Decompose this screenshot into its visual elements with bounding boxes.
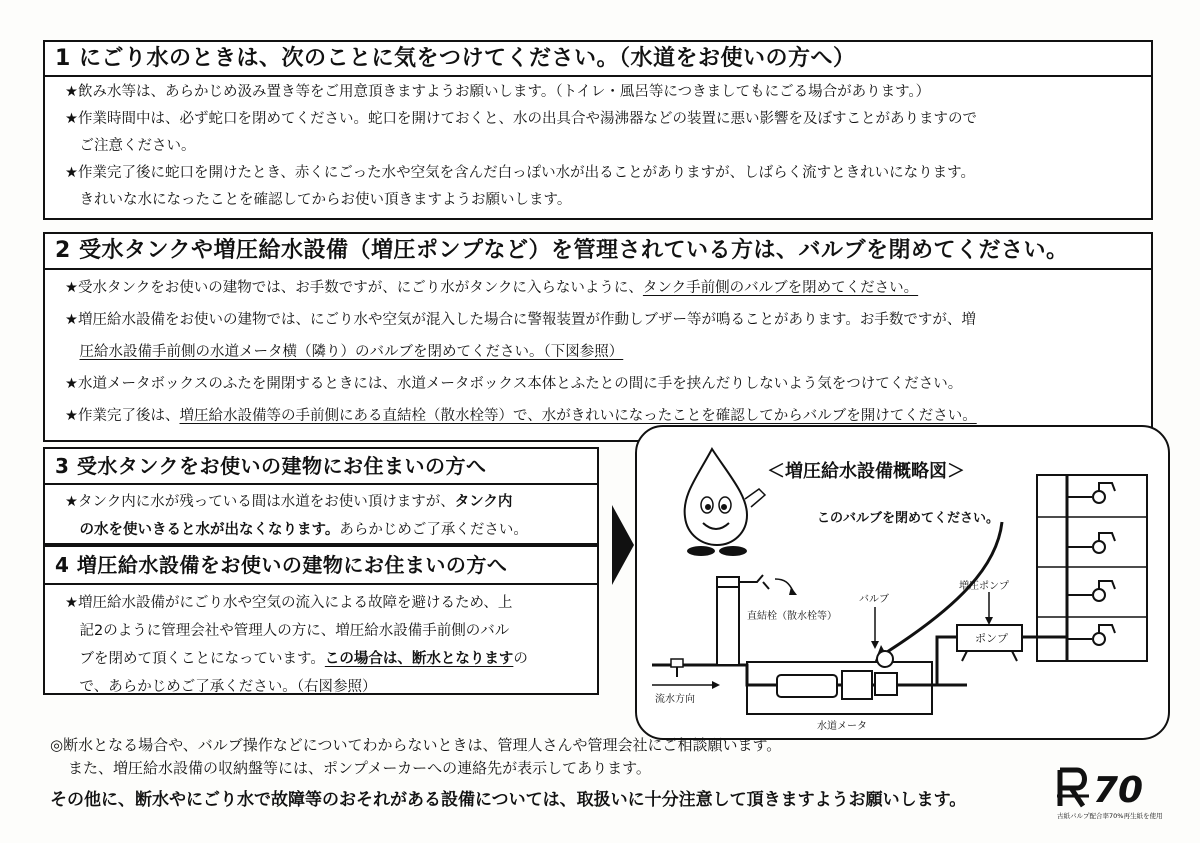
section-2-line: ★増圧給水設備をお使いの建物では、にごり水や空気が混入した場合に警報装置が作動しブザー等が鳴ることがあります。お手数ですが、増 [65, 312, 976, 328]
footer-line-2: また、増圧給水設備の収納盤等には、ポンプメーカーへの連絡先が表示してあります。 [68, 759, 651, 777]
section-1-box [43, 40, 1153, 220]
right-arrow-icon [612, 505, 634, 585]
section-4-line-3-text: ブを閉めて頂くことになっています。 [65, 651, 325, 667]
section-4-box [43, 545, 599, 695]
section-2-body [45, 270, 1151, 432]
section-3-body [45, 485, 597, 544]
section-2-line [65, 272, 1151, 304]
section-4-line: ★増圧給水設備がにごり水や空気の流入による故障を避けるため、上 [65, 595, 513, 611]
section-3-line-2-text: あらかじめご了承ください。 [339, 522, 528, 538]
recycled-paper-logo-icon [1055, 762, 1185, 822]
flow-direction-label: 流水方向 [655, 694, 695, 705]
section-1-line: きれいな水になったことを確認してからお使い頂きますようお願いします。 [65, 192, 572, 208]
section-3-heading: 3 受水タンクをお使いの建物にお住まいの方へ [45, 449, 597, 485]
valve-label: バルブ [859, 594, 889, 605]
section-2-line-5-text: ★作業完了後は、 [65, 408, 180, 424]
section-1-heading: 1 にごり水のときは、次のことに気をつけてください。（水道をお使いの方へ） [45, 42, 1151, 77]
diagram-title: ＜増圧給水設備概略図＞ [767, 461, 965, 482]
section-2-line-1-underlined: タンク手前側のバルブを閉めてください。 [642, 280, 919, 296]
section-4-line: 記2のように管理会社や管理人の方に、増圧給水設備手前側のバル [65, 623, 510, 639]
logo-number: 70 [1093, 770, 1144, 811]
faucet-label: 直結栓（散水栓等） [747, 611, 837, 622]
section-3-box [43, 447, 599, 545]
section-2-line-5-underlined: 増圧給水設備等の手前側にある直結栓（散水栓等）で、水がきれいになったことを確認してからバルブを開けてください。 [179, 408, 977, 424]
pump-box-label: ポンプ [975, 632, 1008, 645]
section-4-line-3-bold: この場合は、断水となります [324, 651, 514, 667]
section-1-line: ★飲み水等は、あらかじめ汲み置き等をご用意頂きますようお願いします。（トイレ・風呂等につきましてもにごる場合があります。） [65, 84, 931, 100]
section-4-line: で、あらかじめご了承ください。（右図参照） [65, 679, 377, 695]
water-meter-icon [747, 651, 932, 714]
section-1-body [45, 77, 1151, 214]
section-2-line: ★水道メータボックスのふたを開閉するときには、水道メータボックス本体とふたとの間に手を挟んだりしないよう気をつけてください。 [65, 376, 963, 392]
water-drop-mascot-icon [685, 449, 765, 556]
section-2-heading: 2 受水タンクや増圧給水設備（増圧ポンプなど）を管理されている方は、バルブを閉めてください。 [45, 234, 1151, 270]
section-4-body [45, 585, 597, 701]
pressure-system-diagram [635, 425, 1170, 740]
section-3-line-2-bold: の水を使いきると水が出なくなります。 [79, 522, 340, 538]
section-2-line-1-text: ★受水タンクをお使いの建物では、お手数ですが、にごり水がタンクに入らないように、 [65, 280, 643, 296]
section-2-box [43, 232, 1153, 442]
section-3-line-1-bold: タンク内 [454, 494, 513, 510]
section-4-heading: 4 増圧給水設備をお使いの建物にお住まいの方へ [45, 547, 597, 585]
section-4-line-3-tail: の [513, 651, 528, 667]
section-1-line: ★作業時間中は、必ず蛇口を閉めてください。蛇口を開けておくと、水の出具合や湯沸器などの装置に悪い影響を及ぼすことがありますので [65, 111, 977, 127]
footer-line-3: その他に、断水やにごり水で故障等のおそれがある設備については、取扱いに十分注意して頂きますようお願いします。 [50, 790, 967, 810]
building-icon [1037, 475, 1147, 661]
section-2-line-3-underlined: 圧給水設備手前側の水道メータ横（隣り）のバルブを閉めてください。（下図参照） [79, 344, 624, 360]
section-3-line-1-text: ★タンク内に水が残っている間は水道をお使い頂けますが、 [65, 494, 455, 510]
section-1-line: ★作業完了後に蛇口を開けたとき、赤くにごった水や空気を含んだ白っぽい水が出ることがありますが、しばらく流すときれいになります。 [65, 165, 975, 181]
pump-title-label: 増圧ポンプ [959, 581, 1009, 592]
section-2-line [65, 336, 1151, 368]
recycle-70-logo [1055, 762, 1185, 822]
section-3-line [65, 488, 597, 516]
logo-caption: 古紙パルプ配合率70%再生紙を使用 [1057, 812, 1163, 820]
diagram-drawing [637, 427, 1168, 738]
footer-line-1: ◎断水となる場合や、バルブ操作などについてわからないときは、管理人さんや管理会社にご相談願います。 [50, 736, 782, 754]
section-3-line [65, 516, 597, 544]
meter-label: 水道メータ [817, 721, 867, 732]
section-4-line [65, 645, 597, 673]
diagram-valve-note: このバルブを閉めてください。 [817, 511, 1000, 526]
section-1-line: ご注意ください。 [65, 138, 196, 154]
